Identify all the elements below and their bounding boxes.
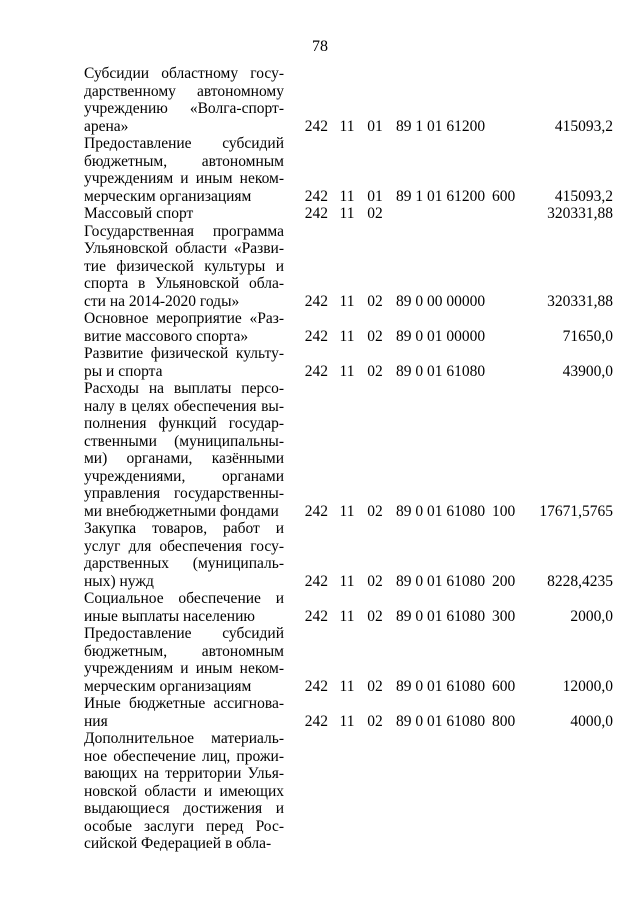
row-glava: 242 [304,327,328,345]
row-name: Закупка товаров, работ и услуг для обеспечения госу-дарственных (муниципаль-ных) нужд [84,520,284,590]
budget-table [0,65,640,853]
row-name: Дополнительное материаль-ное обеспечение лиц, прожи-вающих на территории Улья-новской области и имеющих выдающиеся достижения и особые заслуги перед Рос-сийской Федерацией в обла- [84,730,284,852]
row-expense-type: 100 [492,502,516,520]
row-name: Иные бюджетные ассигнова-ния [84,695,284,730]
row-sum: 320331,88 [547,292,613,310]
row-target-article: 89 0 01 00000 [396,327,486,345]
row-glava: 242 [304,712,328,730]
row-glava [284,730,332,853]
row-name: Массовый спорт [84,205,194,222]
row-glava: 242 [304,677,328,695]
row-expense-type [492,730,528,853]
row-expense-type [492,223,528,311]
row-target-article: 89 0 00 00000 [396,292,486,310]
row-name: Развитие физической культу-ры и спорта [84,345,284,380]
table-row [0,730,640,853]
row-podrazdel: 02 [367,712,383,730]
row-podrazdel: 02 [367,362,383,380]
table-row [0,380,640,520]
row-target-article: 89 0 01 61080 [396,572,486,590]
row-podrazdel: 02 [367,292,383,310]
row-expense-type: 800 [492,712,516,730]
row-sum: 71650,0 [562,327,613,345]
row-target-article: 89 0 01 61080 [396,362,486,380]
row-target-article: 89 0 01 61080 [396,607,486,625]
row-glava: 242 [304,607,328,625]
row-podrazdel: 02 [367,572,383,590]
row-razdel: 11 [339,502,355,520]
table-row [0,205,640,223]
row-sum: 17671,5765 [539,502,613,520]
row-sum: 12000,0 [562,677,613,695]
row-razdel: 11 [339,677,355,695]
row-expense-type [492,205,528,223]
row-sum: 415093,2 [554,117,613,135]
row-podrazdel [362,730,388,853]
row-target-article [388,730,492,853]
page-number: 78 [312,38,328,55]
row-target-article: 89 1 01 61200 [396,117,486,135]
table-row [0,520,640,590]
table-row [0,310,640,345]
row-podrazdel: 01 [367,117,383,135]
row-expense-type [492,65,528,135]
row-sum: 320331,88 [547,205,613,222]
row-razdel [332,730,362,853]
row-target-article: 89 0 01 61080 [396,677,486,695]
row-target-article: 89 0 01 61080 [396,712,486,730]
row-podrazdel: 01 [367,187,383,205]
row-glava: 242 [304,572,328,590]
row-name: Государственная программа Ульяновской области «Разви-тие физической культуры и спорта в Ульяновской обла-сти на 2014-2020 годы» [84,222,284,310]
row-razdel: 11 [339,327,355,345]
row-razdel: 11 [339,205,355,222]
row-expense-type [492,345,528,380]
table-row [0,65,640,135]
row-podrazdel: 02 [367,327,383,345]
row-glava: 242 [304,205,328,222]
row-name: Расходы на выплаты персо-налу в целях обеспечения вы-полнения функций государ-ственными (муниципальны-ми) органами, казёнными учреждениями, органами управления государственны-ми внебюджетными фондами [84,380,284,520]
table-row [0,625,640,695]
row-expense-type: 200 [492,572,516,590]
row-razdel: 11 [339,117,355,135]
row-sum: 415093,2 [554,187,613,205]
row-podrazdel: 02 [367,502,383,520]
row-glava: 242 [304,292,328,310]
row-sum: 8228,4235 [547,572,613,590]
row-sum: 4000,0 [570,712,613,730]
row-glava: 242 [304,362,328,380]
row-podrazdel: 02 [367,607,383,625]
row-glava: 242 [304,187,328,205]
row-name: Субсидии областному госу-дарственному автономному учреждению «Волга-спорт-арена» [84,65,284,135]
row-podrazdel: 02 [367,677,383,695]
row-target-article: 89 0 01 61080 [396,502,486,520]
table-row [0,345,640,380]
row-glava: 242 [304,502,328,520]
table-row [0,223,640,311]
row-razdel: 11 [339,292,355,310]
row-name: Предоставление субсидий бюджетным, автономным учреждениям и иным неком-мерческим организациям [84,135,284,205]
table-row [0,135,640,205]
row-expense-type: 300 [492,607,516,625]
row-razdel: 11 [339,572,355,590]
table-row [0,590,640,625]
row-razdel: 11 [339,362,355,380]
row-glava: 242 [304,117,328,135]
row-razdel: 11 [339,712,355,730]
row-expense-type: 600 [492,187,516,205]
row-name: Социальное обеспечение и иные выплаты населению [84,590,284,625]
row-sum: 43900,0 [562,362,613,380]
row-razdel: 11 [339,187,355,205]
table-row [0,695,640,730]
row-podrazdel: 02 [367,205,383,222]
row-sum: 2000,0 [570,607,613,625]
row-razdel: 11 [339,607,355,625]
row-target-article: 89 1 01 61200 [396,187,486,205]
row-sum [528,730,640,853]
row-expense-type [492,310,528,345]
row-expense-type: 600 [492,677,516,695]
row-name: Предоставление субсидий бюджетным, автономным учреждениям и иным неком-мерческим организациям [84,625,284,695]
row-target-article [388,205,492,223]
row-name: Основное мероприятие «Раз-витие массового спорта» [84,310,284,345]
